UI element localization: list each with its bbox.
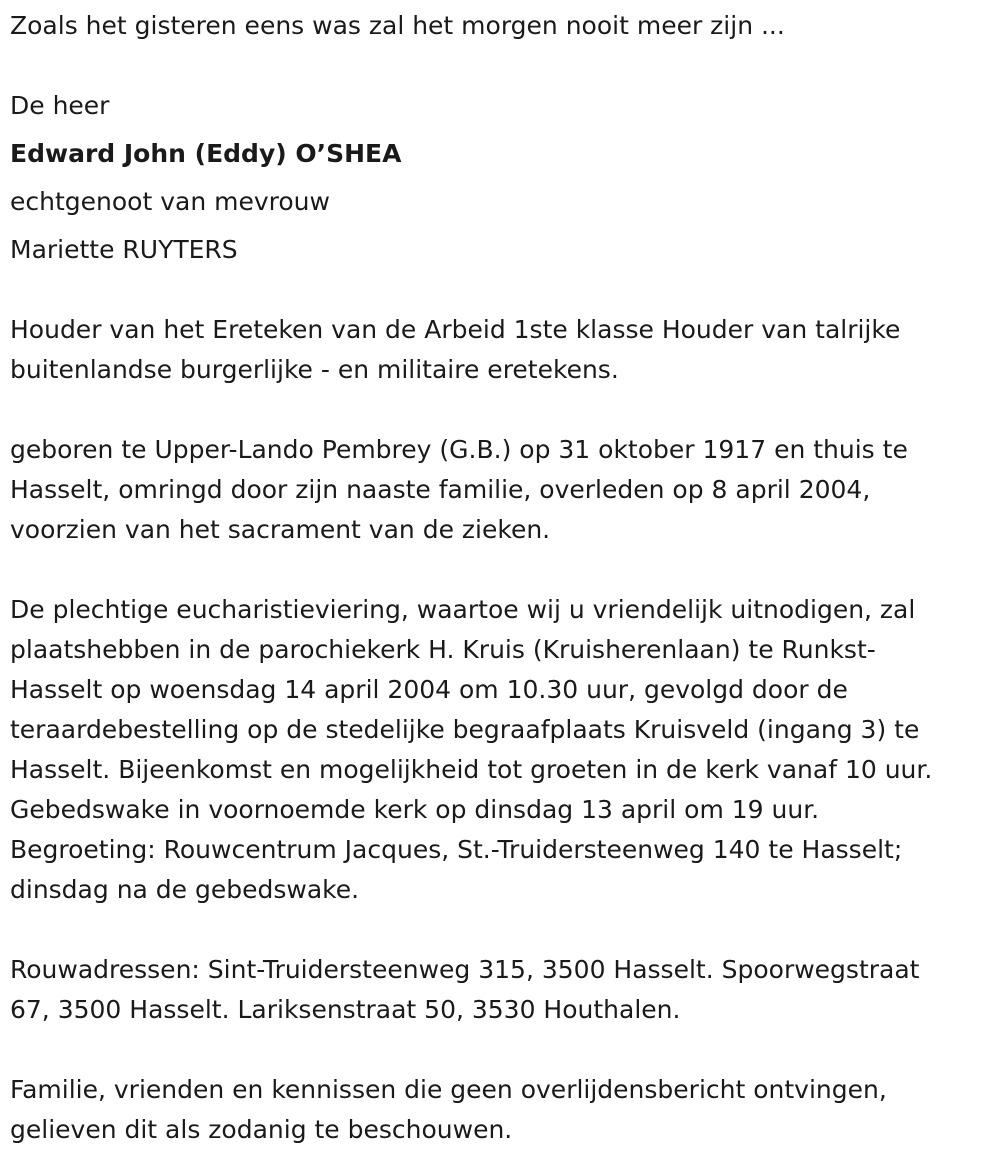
ceremony-line: Hasselt op woensdag 14 april 2004 om 10.30 uur, gevolgd door de: [10, 675, 848, 704]
closing-line: Familie, vrienden en kennissen die geen overlijdensbericht ontvingen,: [10, 1075, 887, 1104]
ceremony-line: Hasselt. Bijeenkomst en mogelijkheid tot groeten in de kerk vanaf 10 uur.: [10, 755, 933, 784]
ceremony-line: plaatshebben in de parochiekerk H. Kruis (Kruisherenlaan) te Runkst-: [10, 635, 876, 664]
honours-paragraph: [10, 310, 900, 390]
birth-death-line: voorzien van het sacrament van de zieken.: [10, 515, 551, 544]
motto-text: Zoals het gisteren eens was zal het morgen nooit meer zijn ...: [10, 11, 785, 40]
addresses-paragraph: [10, 950, 919, 1030]
ceremony-line: Begroeting: Rouwcentrum Jacques, St.-Truidersteenweg 140 te Hasselt;: [10, 835, 903, 864]
birth-death-paragraph: [10, 430, 908, 550]
honours-line: Houder van het Ereteken van de Arbeid 1ste klasse Houder van talrijke: [10, 315, 901, 344]
ceremony-line: De plechtige eucharistieviering, waartoe wij u vriendelijk uitnodigen, zal: [10, 595, 916, 624]
spouse-name: Mariette RUYTERS: [10, 235, 238, 264]
salutation-text: De heer: [10, 91, 110, 120]
addresses-line: 67, 3500 Hasselt. Lariksenstraat 50, 3530 Houthalen.: [10, 995, 681, 1024]
ceremony-paragraph: [10, 590, 932, 910]
deceased-name: Edward John (Eddy) O’SHEA: [10, 139, 402, 168]
honours-line: buitenlandse burgerlijke - en militaire eretekens.: [10, 355, 619, 384]
addresses-line: Rouwadressen: Sint-Truidersteenweg 315, 3500 Hasselt. Spoorwegstraat: [10, 955, 920, 984]
spouse-intro-text: echtgenoot van mevrouw: [10, 187, 330, 216]
birth-death-line: geboren te Upper-Lando Pembrey (G.B.) op 31 oktober 1917 en thuis te: [10, 435, 908, 464]
closing-line: gelieven dit als zodanig te beschouwen.: [10, 1115, 513, 1144]
ceremony-line: Gebedswake in voornoemde kerk op dinsdag 13 april om 19 uur.: [10, 795, 820, 824]
ceremony-line: teraardebestelling op de stedelijke begraafplaats Kruisveld (ingang 3) te: [10, 715, 920, 744]
birth-death-line: Hasselt, omringd door zijn naaste familie, overleden op 8 april 2004,: [10, 475, 871, 504]
ceremony-line: dinsdag na de gebedswake.: [10, 875, 360, 904]
closing-paragraph: [10, 1070, 887, 1150]
